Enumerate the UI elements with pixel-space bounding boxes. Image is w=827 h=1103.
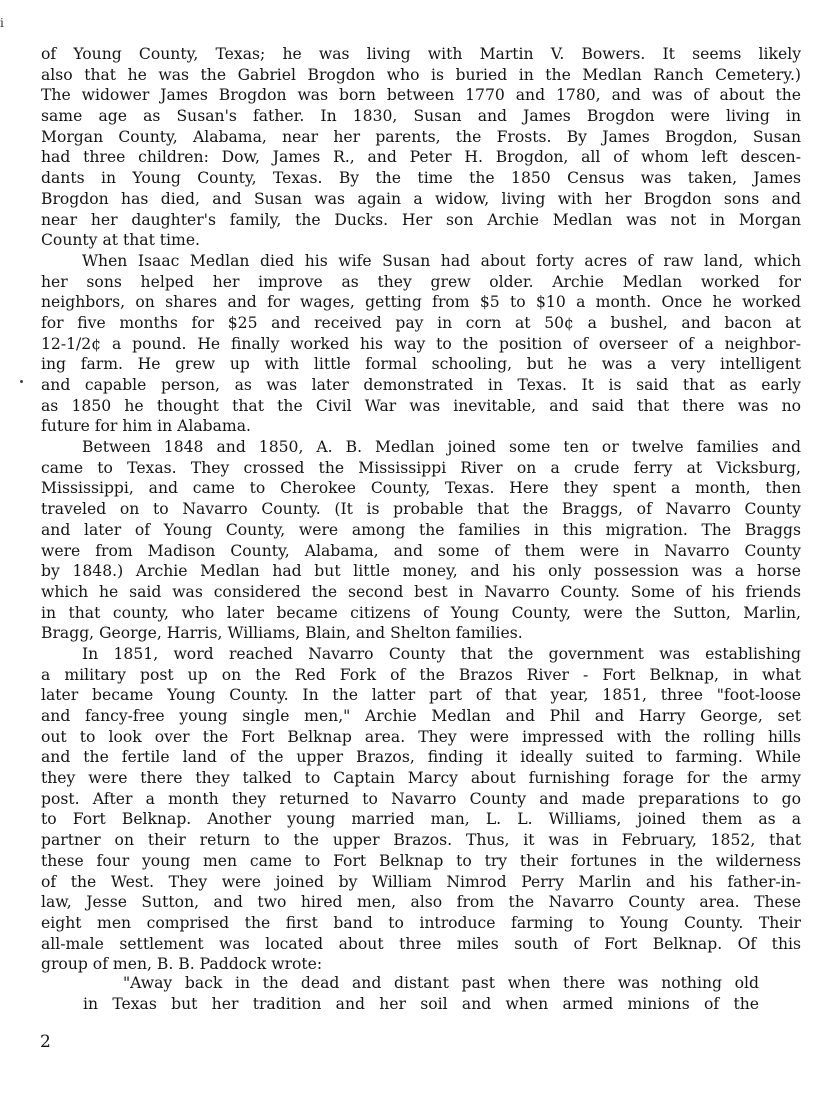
- text-line: all-male settlement was located about three miles south of Fort Belknap. Of this: [41, 934, 801, 953]
- stray-mark: [20, 380, 23, 383]
- text-line: neighbors, on shares and for wages, getting from $5 to $10 a month. Once he worked: [41, 293, 801, 312]
- text-line: were from Madison County, Alabama, and some of them were in Navarro County: [41, 541, 801, 560]
- text-line: The widower James Brogdon was born between 1770 and 1780, and was of about the: [41, 86, 801, 105]
- paragraph-first-line: When Isaac Medlan died his wife Susan had about forty acres of raw land, which: [82, 251, 801, 270]
- text-line: Morgan County, Alabama, near her parents, the Frosts. By James Brogdon, Susan: [41, 127, 801, 146]
- text-line: group of men, B. B. Paddock wrote:: [41, 955, 323, 974]
- page-number: 2: [40, 1032, 51, 1052]
- quote-line: "Away back in the dead and distant past when there was nothing old: [123, 974, 759, 992]
- text-line: which he said was considered the second best in Navarro County. Some of his friends: [41, 582, 801, 601]
- text-line: future for him in Alabama.: [41, 417, 251, 436]
- paragraph-first-line: In 1851, word reached Navarro County that the government was establishing: [82, 644, 801, 663]
- text-line: her sons helped her improve as they grew older. Archie Medlan worked for: [41, 272, 801, 291]
- text-line: Brogdon has died, and Susan was again a widow, living with her Brogdon sons and: [41, 189, 801, 208]
- margin-mark: i: [0, 16, 4, 30]
- text-line: dants in Young County, Texas. By the time the 1850 Census was taken, James: [41, 169, 801, 188]
- text-line: post. After a month they returned to Navarro County and made preparations to go: [41, 789, 801, 808]
- text-line: 12-1/2¢ a pound. He finally worked his way to the position of overseer of a neighbor-: [41, 334, 801, 353]
- text-line: traveled on to Navarro County. (It is probable that the Braggs, of Navarro County: [41, 500, 801, 519]
- text-line: and later of Young County, were among the families in this migration. The Braggs: [41, 520, 801, 539]
- paragraph-first-line: Between 1848 and 1850, A. B. Medlan joined some ten or twelve families and: [82, 438, 801, 457]
- text-line: near her daughter's family, the Ducks. Her son Archie Medlan was not in Morgan: [41, 210, 801, 229]
- text-line: out to look over the Fort Belknap area. They were impressed with the rolling hills: [41, 727, 801, 746]
- text-line: had three children: Dow, James R., and Peter H. Brogdon, all of whom left descen-: [41, 148, 801, 167]
- text-line: as 1850 he thought that the Civil War was inevitable, and said that there was no: [41, 396, 801, 415]
- text-line: later became Young County. In the latter part of that year, 1851, three "foot-loose: [41, 686, 801, 705]
- text-line: same age as Susan's father. In 1830, Susan and James Brogdon were living in: [41, 107, 801, 126]
- text-line: ing farm. He grew up with little formal schooling, but he was a very intelligent: [41, 355, 801, 374]
- text-line: they were there they talked to Captain Marcy about furnishing forage for the army: [41, 769, 801, 788]
- text-line: County at that time.: [41, 231, 201, 250]
- text-line: and fancy-free young single men," Archie Medlan and Phil and Harry George, set: [41, 707, 801, 725]
- text-line: in that county, who later became citizens of Young County, were the Sutton, Marlin,: [41, 603, 801, 622]
- text-line: for five months for $25 and received pay in corn at 50¢ a bushel, and bacon at: [41, 313, 801, 332]
- text-line: Mississippi, and came to Cherokee County, Texas. Here they spent a month, then: [41, 479, 801, 498]
- text-line: of Young County, Texas; he was living with Martin V. Bowers. It seems likely: [41, 45, 801, 63]
- text-line: a military post up on the Red Fork of the Brazos River - Fort Belknap, in what: [41, 665, 801, 684]
- block-quote: [83, 973, 759, 1014]
- body-text: [41, 44, 801, 975]
- text-line: eight men comprised the first band to introduce farming to Young County. Their: [41, 913, 801, 932]
- text-line: these four young men came to Fort Belknap to try their fortunes in the wilderness: [41, 851, 801, 870]
- text-line: to Fort Belknap. Another young married man, L. L. Williams, joined them as a: [41, 810, 801, 829]
- quote-line: in Texas but her tradition and her soil and when armed minions of the: [83, 994, 759, 1013]
- text-line: law, Jesse Sutton, and two hired men, also from the Navarro County area. These: [41, 893, 801, 912]
- text-line: Bragg, George, Harris, Williams, Blain, and Shelton families.: [41, 624, 523, 643]
- text-line: came to Texas. They crossed the Mississippi River on a crude ferry at Vicksburg,: [41, 458, 801, 477]
- text-line: and capable person, as was later demonstrated in Texas. It is said that as early: [41, 376, 801, 394]
- text-line: and the fertile land of the upper Brazos, finding it ideally suited to farming. While: [41, 748, 801, 767]
- text-line: by 1848.) Archie Medlan had but little money, and his only possession was a horse: [41, 562, 801, 581]
- text-line: partner on their return to the upper Brazos. Thus, it was in February, 1852, that: [41, 831, 801, 850]
- text-line: also that he was the Gabriel Brogdon who is buried in the Medlan Ranch Cemetery.): [41, 65, 801, 84]
- text-line: of the West. They were joined by William Nimrod Perry Marlin and his father-in-: [41, 872, 801, 891]
